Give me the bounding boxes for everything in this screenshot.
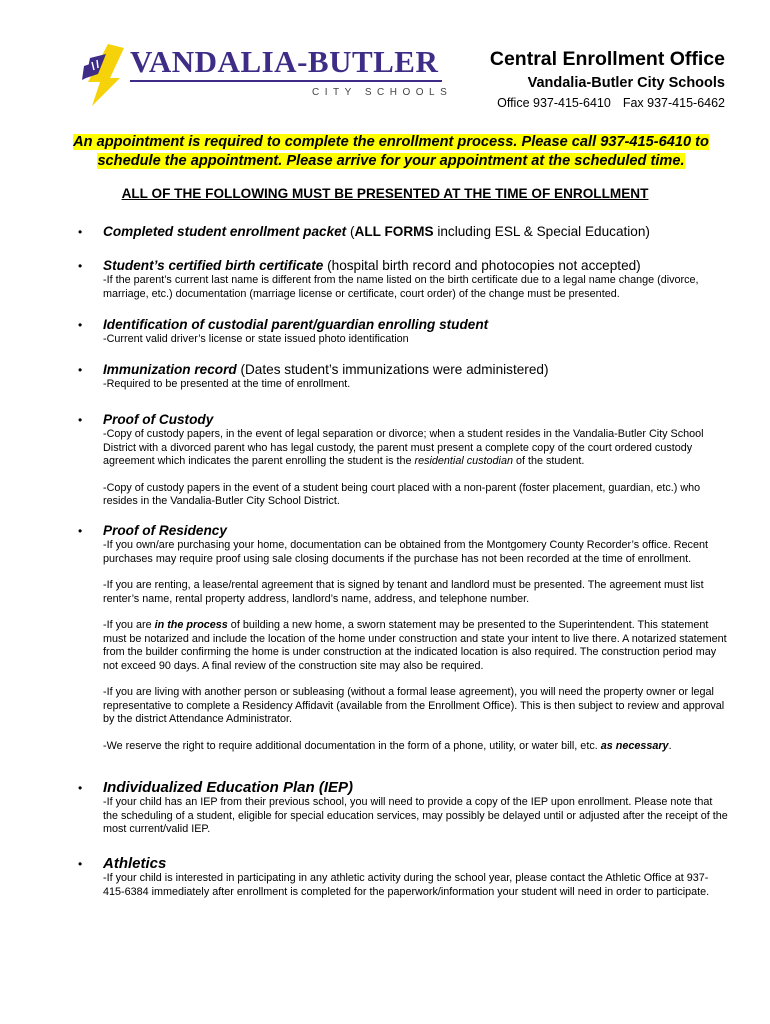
section-title: Proof of Custody [103,412,214,427]
section-title: Immunization record (Dates student’s immunizations were administered) [103,362,549,377]
bullet-icon: • [78,318,83,332]
section-title: Individualized Education Plan (IEP) [103,779,354,796]
section-paragraph: -If you are in the process of building a new home, a sworn statement may be presented to the Superintendent. This statement must be notarized and include the location of the home under construction and state your intent to live there. A notarized statement from the builder confirming the home is under construction at the indicated location is also required. The construction period may not exceed 90 days. A final review of the construction site may also be required. [103,619,727,672]
bullet-icon: • [78,857,83,871]
section-note: -If your child has an IEP from their previous school, you will need to provide a copy of the IEP upon enrollment. Please note that the scheduling of a student, eligible for special education services, may possibly be delayed until or adjusted after the receipt of the most current/valid IEP. [103,796,728,835]
notice-line-1: An appointment is required to complete the enrollment process. Please call 937-415-6410 to [73,134,709,150]
logo-wordmark: VANDALIA-BUTLER [130,44,439,79]
office-phone: Office 937-415-6410 [497,96,611,110]
section-paragraph: -If you own/are purchasing your home, documentation can be obtained from the Montgomery County Recorder’s office. Recent purchases may require proof using sale closing documents if the purchase has not been recorded at the time of enrollment. [103,539,708,565]
section-athletics [78,856,728,899]
bullet-icon: • [78,363,83,377]
bullet-icon: • [78,413,83,427]
section-identification [78,317,728,347]
office-info [490,48,725,110]
logo-rule [130,80,442,82]
section-note: -Current valid driver’s license or state issued photo identification [103,333,409,345]
section-paragraph: -If you are renting, a lease/rental agreement that is signed by tenant and landlord must be presented. The agreement must list renter’s name, rental property address, landlord’s name, address, and telephone number. [103,579,704,605]
bullet-icon: • [78,781,83,795]
lightning-bolt-emblem [80,44,124,106]
section-note: -If your child is interested in participating in any athletic activity during the school year, please contact the Athletic Office at 937-415-6384 immediately after enrollment is completed for the paperwork/information your student will need in order to participate. [103,872,710,898]
bullet-icon: • [78,524,83,538]
district-name: Vandalia-Butler City Schools [527,75,725,91]
section-birth-certificate [78,258,728,301]
section-title: Identification of custodial parent/guardian enrolling student [103,317,489,332]
district-logo [80,44,453,106]
section-iep [78,780,728,837]
section-enrollment-packet [78,224,728,240]
section-proof-of-residency [78,523,728,753]
logo-subtitle: CITY SCHOOLS [312,87,453,98]
section-paragraph: -If you are living with another person or subleasing (without a formal lease agreement), you will need the property owner or legal representative to complete a Residency Affidavit (available from the Enrollment Office). This is then subject to review and approval by the district Attendance Administrator. [103,686,725,725]
section-title: Completed student enrollment packet (ALL FORMS including ESL & Special Education) [103,224,650,239]
bullet-icon: • [78,259,83,273]
appointment-notice [52,133,730,171]
notice-line-2: schedule the appointment. Please arrive for your appointment at the scheduled time. [97,153,685,169]
requirements-heading: ALL OF THE FOLLOWING MUST BE PRESENTED AT THE TIME OF ENROLLMENT [121,186,649,201]
section-paragraph: -Copy of custody papers, in the event of legal separation or divorce; when a student resides in the Vandalia-Butler City School District with a divorced parent who has legal custody, the parent must present a complete copy of the court ordered custody agreement which indicates the parent enrolling the student is the residential custodian of the student. [103,428,704,467]
office-title: Central Enrollment Office [489,48,725,70]
section-title: Student’s certified birth certificate (hospital birth record and photocopies not accepted) [103,258,641,273]
section-title: Proof of Residency [103,523,227,538]
section-proof-of-custody [78,412,728,509]
contact-numbers [490,96,725,110]
section-immunization [78,362,728,392]
section-title: Athletics [103,855,167,872]
bullet-icon: • [78,225,83,239]
fax-number: Fax 937-415-6462 [622,96,725,110]
section-paragraph: -Copy of custody papers in the event of a student being court placed with a non-parent (foster placement, guardian, etc.) who resides in the Vandalia-Butler City School District. [103,481,701,507]
section-note: -If the parent’s current last name is different from the name listed on the birth certificate due to a legal name change (divorce, marriage, etc.) documentation (marriage license or certificate, court order) of the change must be presented. [103,274,699,300]
section-paragraph: -We reserve the right to require additional documentation in the form of a phone, utility, or water bill, etc. as necessary. [103,739,672,752]
section-note: -Required to be presented at the time of enrollment. [103,378,351,390]
